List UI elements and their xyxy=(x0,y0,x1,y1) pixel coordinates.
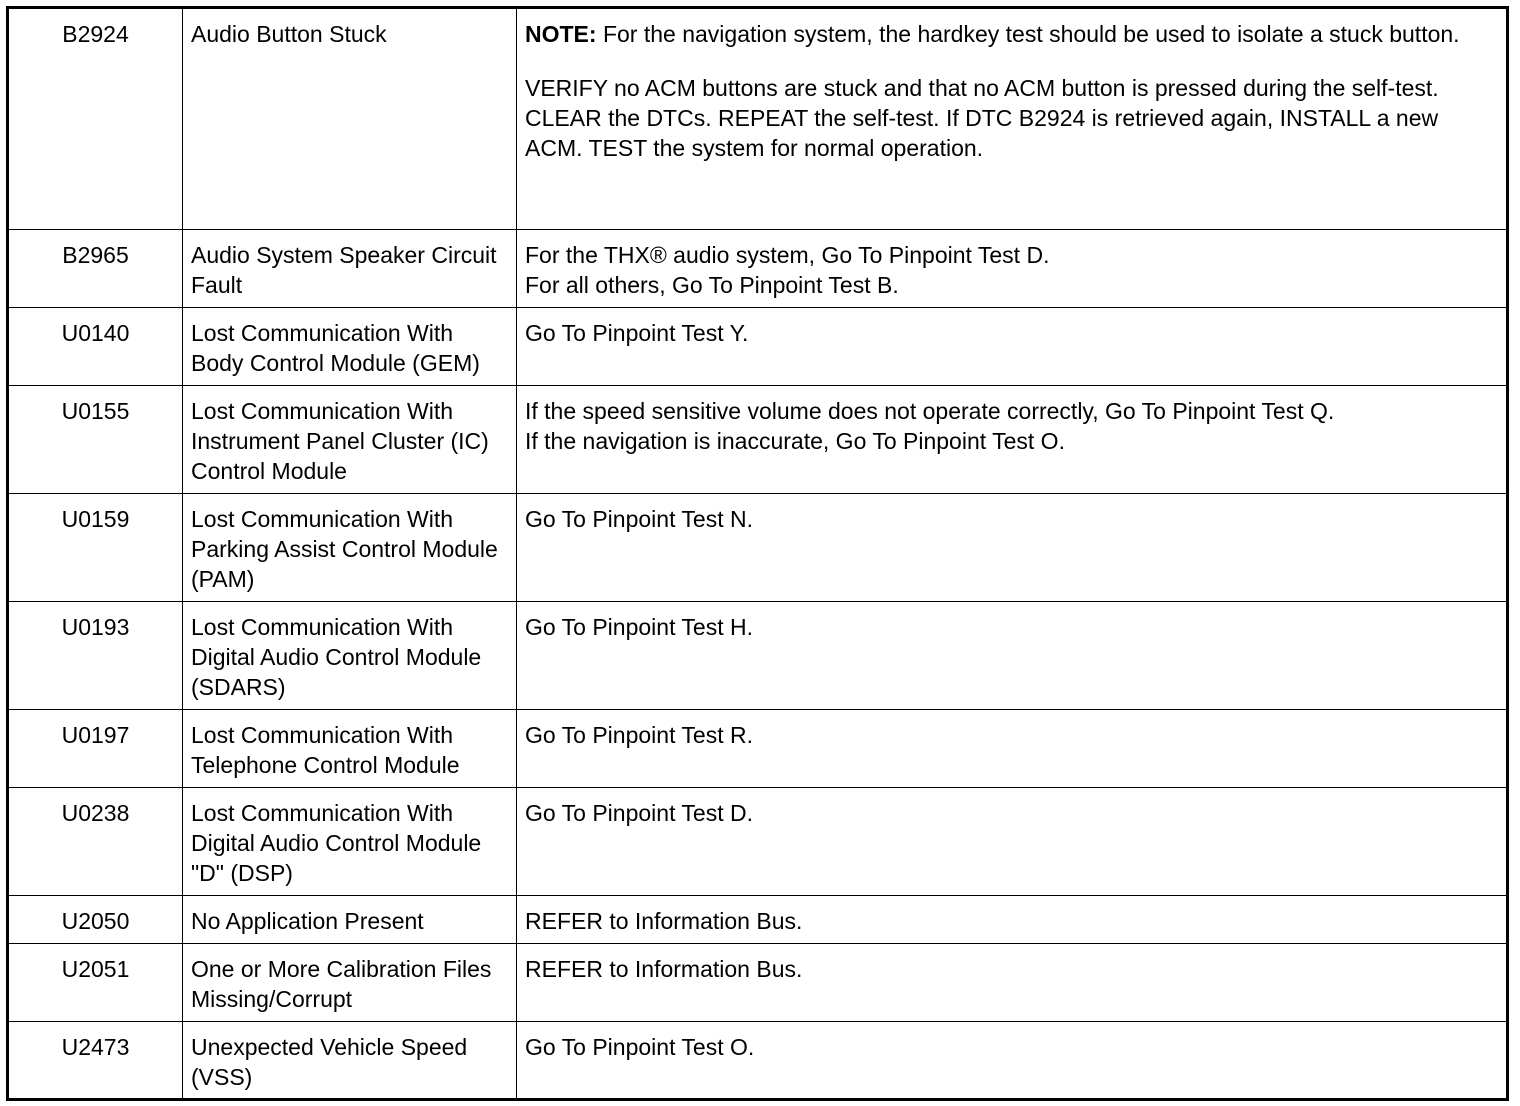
dtc-description: Lost Communication With Digital Audio Control Module "D" (DSP) xyxy=(183,788,517,896)
table-row xyxy=(8,1022,1508,1100)
dtc-code: U2473 xyxy=(8,1022,183,1100)
dtc-description: Lost Communication With Parking Assist Control Module (PAM) xyxy=(183,494,517,602)
dtc-code: U0193 xyxy=(8,602,183,710)
note-label: NOTE: xyxy=(525,21,597,47)
dtc-description: Unexpected Vehicle Speed (VSS) xyxy=(183,1022,517,1100)
table-row xyxy=(8,710,1508,788)
dtc-description: Lost Communication With Body Control Module (GEM) xyxy=(183,308,517,386)
dtc-description: Lost Communication With Digital Audio Control Module (SDARS) xyxy=(183,602,517,710)
dtc-action: Go To Pinpoint Test R. xyxy=(517,710,1508,788)
dtc-action: REFER to Information Bus. xyxy=(517,944,1508,1022)
dtc-description: Lost Communication With Telephone Control Module xyxy=(183,710,517,788)
table-row xyxy=(8,8,1508,230)
action-paragraph: VERIFY no ACM buttons are stuck and that no ACM button is pressed during the self-test. CLEAR the DTCs. REPEAT the self-test. If DTC B2924 is retrieved again, INSTALL a new ACM. TEST the system for normal operation. xyxy=(525,75,1439,161)
table-row xyxy=(8,230,1508,308)
table-row xyxy=(8,386,1508,494)
dtc-code: U2050 xyxy=(8,896,183,944)
dtc-description: Lost Communication With Instrument Panel Cluster (IC) Control Module xyxy=(183,386,517,494)
table-row xyxy=(8,788,1508,896)
dtc-code: B2924 xyxy=(8,8,183,230)
dtc-action: Go To Pinpoint Test D. xyxy=(517,788,1508,896)
dtc-action xyxy=(517,386,1508,494)
dtc-code: U0159 xyxy=(8,494,183,602)
dtc-code: B2965 xyxy=(8,230,183,308)
note-text: For the navigation system, the hardkey test should be used to isolate a stuck button. xyxy=(596,21,1460,47)
dtc-action: Go To Pinpoint Test Y. xyxy=(517,308,1508,386)
action-line: If the navigation is inaccurate, Go To Pinpoint Test O. xyxy=(525,428,1065,454)
dtc-description: One or More Calibration Files Missing/Corrupt xyxy=(183,944,517,1022)
dtc-action xyxy=(517,8,1508,230)
table-row xyxy=(8,896,1508,944)
action-line: For the THX® audio system, Go To Pinpoint Test D. xyxy=(525,242,1050,268)
dtc-action: Go To Pinpoint Test O. xyxy=(517,1022,1508,1100)
dtc-description: No Application Present xyxy=(183,896,517,944)
dtc-action xyxy=(517,230,1508,308)
dtc-code: U0140 xyxy=(8,308,183,386)
dtc-code: U2051 xyxy=(8,944,183,1022)
action-line: For all others, Go To Pinpoint Test B. xyxy=(525,272,899,298)
table-row xyxy=(8,944,1508,1022)
dtc-table xyxy=(6,6,1509,1101)
dtc-code: U0238 xyxy=(8,788,183,896)
table-row xyxy=(8,602,1508,710)
dtc-action: REFER to Information Bus. xyxy=(517,896,1508,944)
dtc-code: U0197 xyxy=(8,710,183,788)
dtc-action: Go To Pinpoint Test H. xyxy=(517,602,1508,710)
table-row xyxy=(8,308,1508,386)
table-row xyxy=(8,494,1508,602)
dtc-code: U0155 xyxy=(8,386,183,494)
action-line: If the speed sensitive volume does not operate correctly, Go To Pinpoint Test Q. xyxy=(525,398,1335,424)
dtc-action: Go To Pinpoint Test N. xyxy=(517,494,1508,602)
dtc-description: Audio System Speaker Circuit Fault xyxy=(183,230,517,308)
note-paragraph xyxy=(525,19,1498,49)
dtc-description: Audio Button Stuck xyxy=(183,8,517,230)
